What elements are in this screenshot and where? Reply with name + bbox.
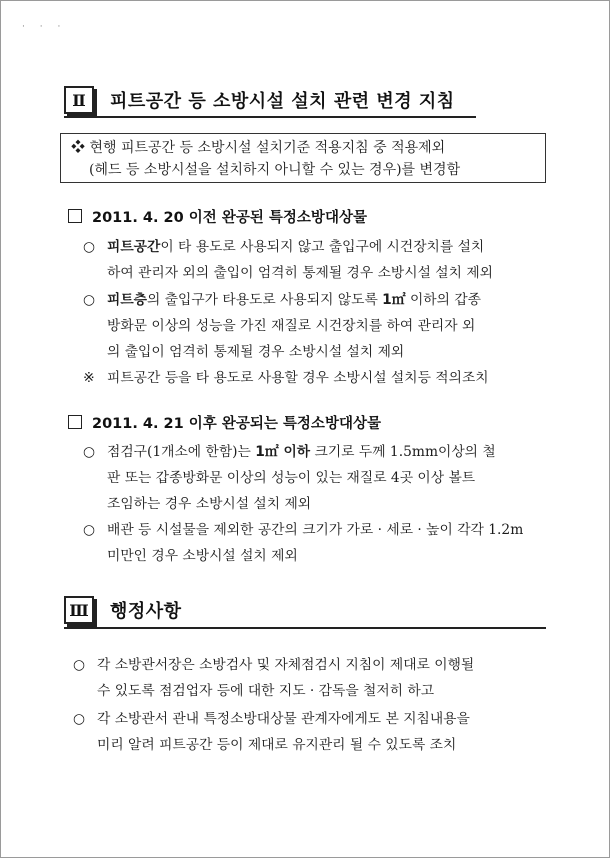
area-limit-term: 1㎡: [382, 292, 406, 308]
circle-bullet-icon: ○: [73, 657, 86, 673]
reference-mark-icon: ※: [83, 370, 95, 386]
section-2-numeral: Ⅱ: [64, 86, 94, 114]
notice-text-2: (헤드 등 소방시설을 설치하지 아니할 수 있는 경우)를 변경함: [89, 162, 461, 178]
pit-space-term: 피트공간: [107, 239, 161, 255]
after-heading-text: 2011. 4. 21 이후 완공되는 특정소방대상물: [92, 416, 381, 432]
circle-bullet-icon: ○: [73, 711, 86, 727]
corner-marks: · · ·: [22, 22, 67, 32]
notice-text-1: 현행 피트공간 등 소방시설 설치기준 적용지침 중 적용제외: [89, 140, 446, 156]
before-item-2-line-3: 의 출입이 엄격히 통제될 경우 소방시설 설치 제외: [107, 344, 405, 360]
access-size-term: 1㎡ 이하: [255, 444, 311, 460]
circle-bullet-icon: ○: [83, 444, 96, 460]
before-item-2-line-1: [107, 287, 481, 313]
circle-bullet-icon: ○: [83, 522, 96, 538]
section-3-title: 행정사항: [110, 601, 182, 622]
admin-item-2: [73, 706, 470, 758]
circle-bullet-icon: ○: [83, 292, 96, 308]
before-item-2-text-1b: 이하의 갑종: [405, 292, 481, 308]
before-item-1: [83, 234, 493, 286]
notice-bullet-icon: ❖: [71, 140, 85, 156]
before-item-2-line-2: 방화문 이상의 성능을 가진 재질로 시건장치를 하여 관리자 외: [107, 318, 476, 334]
before-note: [83, 365, 489, 391]
notice-box: [60, 133, 546, 183]
section-2-underline: [64, 116, 476, 118]
section-3-underline: [64, 627, 546, 629]
after-item-1-text-1a: 점검구(1개소에 한함)는: [107, 444, 256, 460]
admin-item-2-line-1: 각 소방관서 관내 특정소방대상물 관계자에게도 본 지침내용을: [97, 711, 470, 727]
after-item-1-line-1: [107, 439, 496, 465]
admin-item-1-line-2: 수 있도록 점검업자 등에 대한 지도 · 감독을 철저히 하고: [97, 683, 435, 699]
before-note-text: 피트공간 등을 타 용도로 사용할 경우 소방시설 설치등 적의조치: [107, 370, 489, 386]
before-item-1-line-1: [107, 234, 493, 260]
before-item-1-text-1: 이 타 용도로 사용되지 않고 출입구에 시건장치를 설치: [160, 239, 485, 255]
before-item-2-text-1a: 의 출입구가 타용도로 사용되지 않도록: [146, 292, 383, 308]
checkbox-icon: [68, 209, 82, 223]
after-item-1: [83, 439, 496, 517]
after-item-1-line-3: 조임하는 경우 소방시설 설치 제외: [107, 496, 312, 512]
before-item-2: [83, 287, 481, 365]
after-item-1-text-1b: 크기로 두께 1.5mm이상의 철: [310, 444, 496, 460]
section-3-numeral: Ⅲ: [64, 596, 94, 624]
section-2-title: 피트공간 등 소방시설 설치 관련 변경 지침: [110, 91, 455, 112]
after-item-2: [83, 517, 524, 569]
notice-line-1: [71, 137, 545, 159]
after-item-1-line-2: 판 또는 갑종방화문 이상의 성능이 있는 재질로 4곳 이상 볼트: [107, 470, 476, 486]
admin-item-1: [73, 652, 475, 704]
admin-item-1-line-1: 각 소방관서장은 소방검사 및 자체점검시 지침이 제대로 이행될: [97, 657, 475, 673]
before-item-1-line-2: 하여 관리자 외의 출입이 엄격히 통제될 경우 소방시설 설치 제외: [107, 265, 493, 281]
after-item-2-line-1: 배관 등 시설물을 제외한 공간의 크기가 가로 · 세로 · 높이 각각 1.2m: [107, 522, 524, 538]
section-2-header: [64, 86, 455, 114]
checkbox-icon: [68, 415, 82, 429]
before-heading-text: 2011. 4. 20 이전 완공된 특정소방대상물: [92, 210, 367, 226]
pit-floor-term: 피트층: [107, 292, 147, 308]
admin-item-2-line-2: 미리 알려 피트공간 등이 제대로 유지관리 될 수 있도록 조치: [97, 737, 457, 753]
before-heading: [68, 206, 367, 227]
after-heading: [68, 412, 381, 433]
after-item-2-line-2: 미만인 경우 소방시설 설치 제외: [107, 548, 298, 564]
circle-bullet-icon: ○: [83, 239, 96, 255]
section-3-header: [64, 596, 182, 624]
